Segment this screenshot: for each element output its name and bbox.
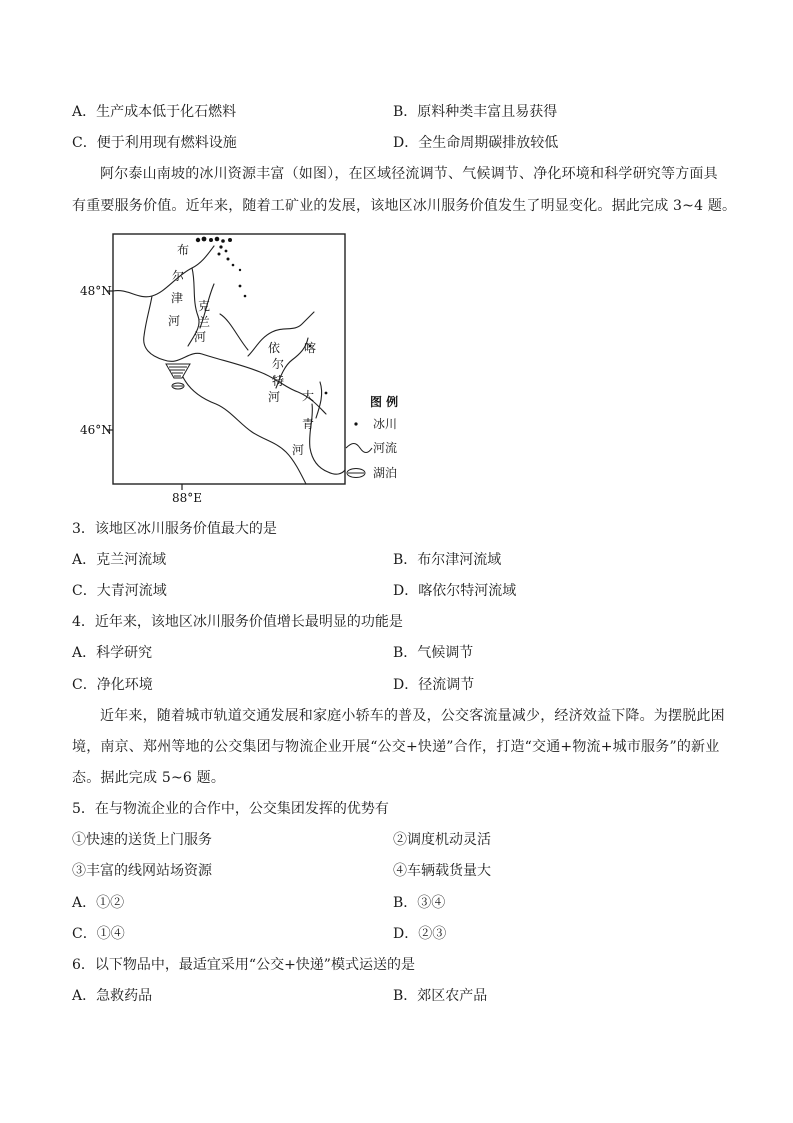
river-buerjin-branch <box>144 296 164 360</box>
glacier-map-figure <box>80 228 425 510</box>
label-he2: 河 <box>194 330 207 344</box>
q5-statement-4: ④车辆载货量大 <box>393 863 491 879</box>
river-buerjin <box>113 246 214 297</box>
q2-option-d: D．全生命周期碳排放较低 <box>393 135 559 151</box>
q3-option-c: C．大青河流域 <box>72 583 167 599</box>
label-da: 大 <box>302 389 315 403</box>
q2-option-b: B．原料种类丰富且易获得 <box>393 104 558 120</box>
legend-river-symbol <box>346 444 372 453</box>
q3-stem: 3．该地区冰川服务价值最大的是 <box>72 521 277 537</box>
lat-46n-label: 46°N <box>80 423 112 437</box>
q3-option-a: A．克兰河流域 <box>72 552 167 568</box>
q4-option-c: C．净化环境 <box>72 677 153 693</box>
legend-glacier-symbol <box>354 422 357 425</box>
label-ke: 克 <box>198 299 211 313</box>
q4-option-d: D．径流调节 <box>393 677 475 693</box>
passage1-line2: 有重要服务价值。近年来，随着工矿业的发展，该地区冰川服务价值发生了明显变化。据此完成 3~4 题。 <box>72 198 737 214</box>
label-he4: 河 <box>292 443 305 457</box>
label-ka: 喀 <box>304 341 317 355</box>
q4-stem: 4．近年来，该地区冰川服务价值增长最明显的功能是 <box>72 614 403 630</box>
passage2-line3: 态。据此完成 5~6 题。 <box>72 770 226 786</box>
lon-88e-label: 88°E <box>172 491 203 505</box>
label-er2: 尔 <box>272 357 285 371</box>
passage2-line1: 近年来，随着城市轨道交通发展和家庭小轿车的普及，公交客流量减少，经济效益下降。为摆脱此困 <box>100 708 725 724</box>
legend-lake-label: 湖泊 <box>373 466 398 480</box>
q2-option-c: C．便于利用现有燃料设施 <box>72 135 237 151</box>
label-te: 特 <box>272 374 285 388</box>
q4-option-a: A．科学研究 <box>72 645 153 661</box>
q6-option-b: B．郊区农产品 <box>393 988 488 1004</box>
river-daqing-branch <box>316 382 322 418</box>
river-east-branch <box>220 314 248 350</box>
label-lan: 兰 <box>198 315 211 329</box>
glacier-dots <box>196 237 328 395</box>
q6-stem: 6．以下物品中，最适宜采用“公交+快递”模式运送的是 <box>72 957 415 973</box>
q5-statement-3: ③丰富的线网站场资源 <box>72 863 212 879</box>
legend-title: 图 例 <box>370 395 399 409</box>
label-yi: 依 <box>268 341 281 355</box>
legend-river-label: 河流 <box>373 441 398 455</box>
passage2-line2: 境，南京、郑州等地的公交集团与物流企业开展“公交+快递”合作，打造“交通+物流+城市服务”的新业 <box>72 739 720 755</box>
q5-statement-2: ②调度机动灵活 <box>393 832 491 848</box>
q3-option-d: D．喀依尔特河流域 <box>393 583 517 599</box>
q4-option-b: B．气候调节 <box>393 645 474 661</box>
q5-option-a: A．①② <box>72 895 125 911</box>
q5-option-c: C．①④ <box>72 926 125 942</box>
q5-option-d: D．②③ <box>393 926 447 942</box>
q5-option-b: B．③④ <box>393 895 446 911</box>
map-legend <box>346 394 398 480</box>
legend-glacier-label: 冰川 <box>373 417 398 431</box>
river-daqing <box>310 404 345 474</box>
river-ertix <box>164 353 326 414</box>
lat-48n-label: 48°N <box>80 284 112 298</box>
q2-option-a: A．生产成本低于化石燃料 <box>72 104 237 120</box>
label-qing: 青 <box>302 417 315 431</box>
q6-option-a: A．急救药品 <box>72 988 153 1004</box>
lake-symbol-map <box>166 364 190 389</box>
label-er: 尔 <box>172 269 185 283</box>
label-he1: 河 <box>168 314 181 328</box>
label-bu: 布 <box>177 243 190 257</box>
passage1-line1: 阿尔泰山南坡的冰川资源丰富（如图），在区域径流调节、气候调节、净化环境和科学研究等方面具 <box>100 166 718 182</box>
q5-statement-1: ①快速的送货上门服务 <box>72 832 212 848</box>
q5-stem: 5．在与物流企业的合作中，公交集团发挥的优势有 <box>72 801 389 817</box>
q3-option-b: B．布尔津河流域 <box>393 552 502 568</box>
label-he3: 河 <box>268 390 281 404</box>
label-jin: 津 <box>171 291 184 305</box>
legend-lake-symbol <box>347 469 365 478</box>
